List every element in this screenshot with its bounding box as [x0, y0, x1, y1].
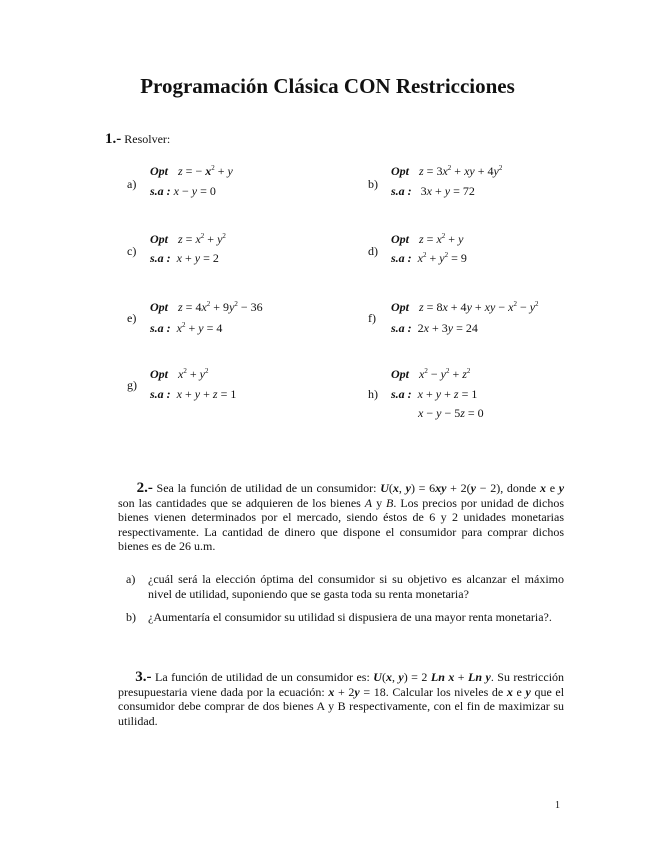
problem-b-constraint: s.a : 3x + y = 72: [391, 184, 475, 198]
utility-function-2: U(x, y) = 6xy + 2(y − 2): [380, 481, 501, 495]
problem-e-objective: Opt $z = 4x^2 + 9y^2 - 36$: [150, 300, 263, 314]
exercise-2-number: 2.-: [136, 480, 153, 496]
problem-a-label: a): [127, 177, 137, 191]
page-number: 1: [555, 800, 560, 811]
problem-d-objective: Opt $z = x^2 + y$: [391, 232, 464, 246]
budget-equation: x + 2y = 18: [328, 684, 386, 699]
utility-function-3: U(x, y) = 2 Ln x + Ln y: [373, 670, 491, 684]
exercise-1-heading: [105, 131, 170, 148]
problem-d-constraint: s.a : $x^2 + y^2 = 9$: [391, 251, 467, 265]
problem-h-objective: Opt $x^2 - y^2 + z^2$: [391, 367, 471, 381]
exercise-3-number: 3.-: [135, 669, 152, 685]
exercise-2-item-b: b) ¿Aumentaría el consumidor su utilidad si dispusiera de una mayor renta monetaria?.: [126, 610, 552, 624]
exercise-3-paragraph: 3.- La función de utilidad de un consumidor es: U(x, y) = 2 Ln x + Ln y. Su restricción presupuestaria viene dada por la ecuación: x + 2y = 18. Calcular los niveles de x e y que el consumidor debe comprar de dos bienes A y B respectivamente, con el fin de maximizar su utilidad.: [118, 669, 565, 728]
page-title: Programación Clásica CON Restricciones: [140, 74, 515, 98]
problem-h-label: h): [368, 387, 378, 401]
problem-b-objective: Opt $z = 3x^2$ + xy + $4y^2$: [391, 164, 503, 178]
problem-f-label: f): [368, 311, 376, 325]
exercise-2-paragraph: 2.- Sea la función de utilidad de un consumidor: U(x, y) = 6xy + 2(y − 2), donde x e y son las cantidades que se adquieren de los bienes A y B. Los precios por unidad de dichos bienes vienen determinados por el mercado, siendo éstos de 6 y 2 unidades monetarias respectivamente. La cantidad de dinero que dispone el consumidor para comprar dichos bienes es de 26 u.m.: [118, 480, 565, 553]
problem-h-constraint-1: s.a : x + y + z = 1: [391, 387, 478, 401]
problem-c-constraint: s.a : x + y = 2: [150, 251, 219, 265]
exercise-1-number: 1.-: [105, 131, 122, 147]
exercise-2-item-a: a) ¿cuál será la elección óptima del consumidor si su objetivo es alcanzar el máximo nivel de utilidad, suponiendo que se gasta toda su renta monetaria?: [126, 572, 564, 601]
problem-a-objective: Opt z = − $x^2 + y$: [150, 164, 233, 178]
problem-c-objective: Opt $z = x^2 + y^2$: [150, 232, 226, 246]
problem-g-constraint: s.a : x + y + z = 1: [150, 387, 237, 401]
problem-e-label: e): [127, 311, 137, 325]
problem-f-objective: Opt z = 8x + 4y + xy − $x^2 - y^2$: [391, 300, 539, 314]
problem-e-constraint: s.a : $x^2 + y = 4$: [150, 321, 223, 335]
problem-g-label: g): [127, 378, 137, 392]
problem-h-constraint-2: x − y − 5z = 0: [418, 406, 484, 420]
problem-c-label: c): [127, 244, 137, 258]
problem-d-label: d): [368, 244, 378, 258]
problem-b-label: b): [368, 177, 378, 191]
problem-g-objective: Opt $x^2 + y^2$: [150, 367, 209, 381]
exercise-1-instruction: Resolver:: [124, 132, 171, 146]
problem-f-constraint: s.a : 2x + 3y = 24: [391, 321, 478, 335]
problem-a-constraint: s.a : x − y = 0: [150, 184, 216, 198]
